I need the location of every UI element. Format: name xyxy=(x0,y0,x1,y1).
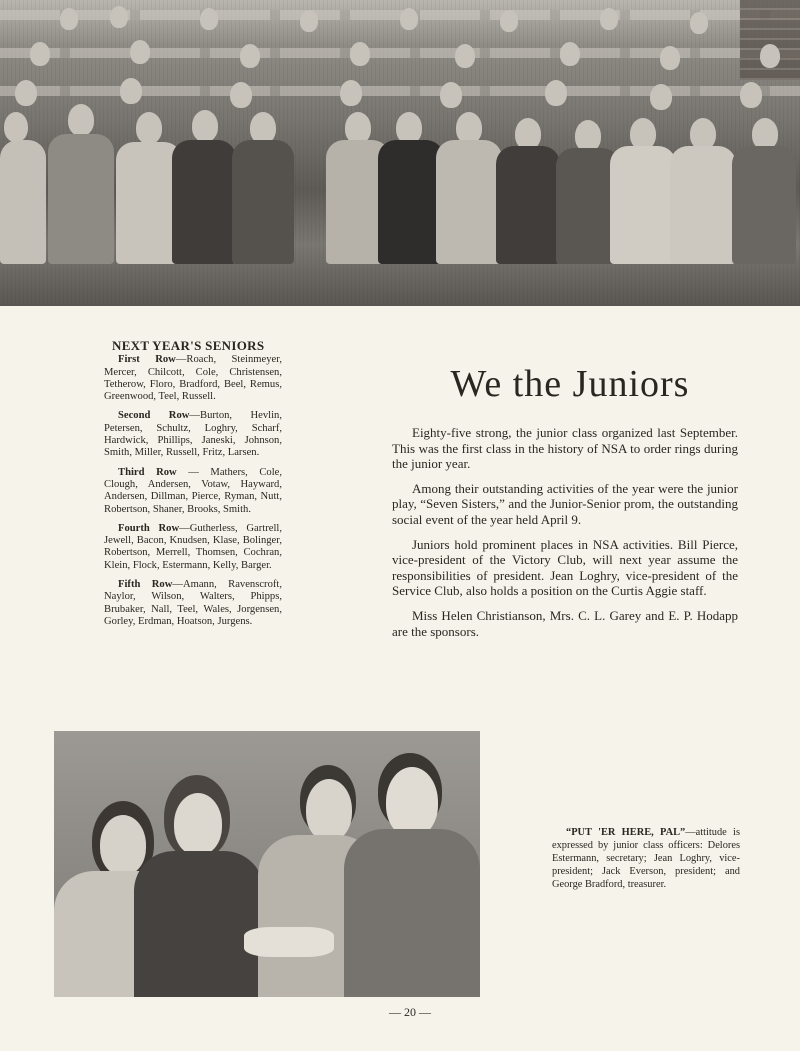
row-caption xyxy=(104,467,282,516)
row-names: —Burton, Hevlin, Petersen, Schultz, Loghry, Scharf, Hardwick, Phillips, Janeski, Johnson, Smith, Miller, Russell, Fritz, Larsen. xyxy=(104,410,282,459)
row-label: Second Row xyxy=(118,410,190,422)
row-caption xyxy=(104,410,282,459)
brick-wall xyxy=(740,0,800,80)
row-caption xyxy=(104,354,282,403)
row-names: —Roach, Steinmeyer, Mercer, Chilcott, Cole, Christensen, Tetherow, Floro, Bradford, Beel, Remus, Greenwood, Teel, Russell. xyxy=(104,354,282,403)
row-label: Fourth Row xyxy=(118,522,180,534)
caption-body: —attitude is expressed by junior class officers: Delores Estermann, secretary; Jean Loghry, vice-president; Jack Everson, president; and George Bradford, treasurer. xyxy=(552,827,740,890)
caption-lead: “PUT 'ER HERE, PAL” xyxy=(566,827,686,838)
bleacher-row xyxy=(0,48,800,58)
officers-caption xyxy=(552,826,740,891)
article-paragraph: Miss Helen Christianson, Mrs. C. L. Garey and E. P. Hodapp are the sponsors. xyxy=(392,607,738,639)
row-label: Third Row xyxy=(118,466,177,478)
page-number: — 20 — xyxy=(389,1005,431,1019)
row-label: Fifth Row xyxy=(118,579,173,591)
article-paragraph: Juniors hold prominent places in NSA activities. Bill Pierce, vice-president of the Victory Club, will next year assume the responsibilities of president. Jean Loghry, vice-president of the Service Club, also holds a position on the Curtis Aggie staff. xyxy=(392,536,738,599)
page-title: We the Juniors xyxy=(450,363,690,405)
row-caption xyxy=(104,523,282,572)
row-label: First Row xyxy=(118,354,176,366)
seniors-caption xyxy=(104,340,282,635)
article-paragraph: Eighty-five strong, the junior class organized last September. This was the first class in the history of NSA to order rings during the junior year. xyxy=(392,425,738,472)
article-paragraph: Among their outstanding activities of the year were the junior play, “Seven Sisters,” and the Junior-Senior prom, the outstanding social event of the year held April 9. xyxy=(392,480,738,527)
row-names: —Amann, Ravenscroft, Naylor, Wilson, Walters, Phipps, Brubaker, Nall, Teel, Wales, Jorgensen, Gorley, Erdman, Hoatson, Jurgens. xyxy=(104,579,282,627)
row-names: — Mathers, Cole, Clough, Andersen, Votaw, Hayward, Andersen, Dillman, Pierce, Ryman, Nutt, Robertson, Shaner, Brooks, Smith. xyxy=(104,466,282,515)
article-body xyxy=(392,425,738,648)
officers-photo xyxy=(54,731,480,997)
seniors-heading: NEXT YEAR'S SENIORS xyxy=(112,338,265,353)
row-caption xyxy=(104,579,282,628)
officers-caption-text xyxy=(552,826,740,891)
group-photo xyxy=(0,0,800,306)
row-names: —Gutherless, Gartrell, Jewell, Bacon, Knudsen, Klase, Bolinger, Robertson, Merrell, Thomsen, Cochran, Klein, Flock, Estermann, Kelly, Barger. xyxy=(104,522,282,571)
